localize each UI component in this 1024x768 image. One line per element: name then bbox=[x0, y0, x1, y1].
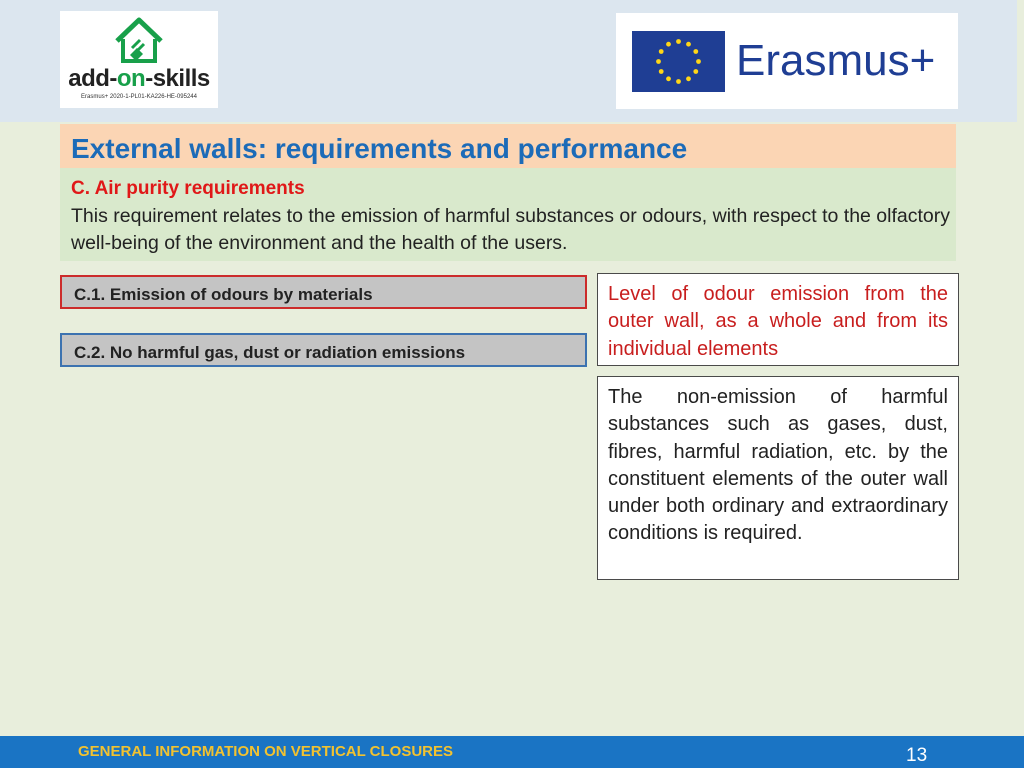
section-description: This requirement relates to the emission of harmful substances or odours, with respect to the olfactory well-being of the environment and the health of the users. bbox=[71, 205, 950, 254]
footer-band bbox=[0, 736, 1024, 768]
logo-name: add-on-skills bbox=[68, 65, 210, 92]
detail-box-c2: The non-emission of harmful substances such as gases, dust, fibres, harmful radiation, etc. by the constituent elements of the outer wall under both ordinary and extraordinary conditions is required. bbox=[597, 376, 959, 580]
intro-band bbox=[60, 168, 956, 261]
item-label-c1: C.1. Emission of odours by materials bbox=[74, 285, 373, 304]
item-label-c2: C.2. No harmful gas, dust or radiation emissions bbox=[74, 343, 466, 362]
item-button-c2[interactable] bbox=[60, 333, 587, 367]
header-band bbox=[0, 0, 1017, 122]
item-button-c1[interactable] bbox=[60, 275, 587, 309]
section-heading: C. Air purity requirements bbox=[71, 178, 305, 199]
slide-title: External walls: requirements and performance bbox=[71, 133, 688, 164]
eu-flag-icon bbox=[632, 31, 725, 92]
footer-section-title: GENERAL INFORMATION ON VERTICAL CLOSURES bbox=[78, 743, 454, 760]
add-on-skills-logo bbox=[60, 11, 218, 108]
logo-subtitle: Erasmus+ 2020-1-PL01-KA226-HE-095244 bbox=[81, 94, 197, 100]
erasmus-plus-wordmark: Erasmus+ bbox=[736, 36, 936, 85]
page-number: 13 bbox=[906, 745, 928, 766]
green-house-plug-icon bbox=[113, 15, 165, 65]
detail-box-c1: Level of odour emission from the outer wall, as a whole and from its individual elements bbox=[597, 273, 959, 366]
title-band bbox=[60, 124, 956, 168]
erasmus-plus-logo bbox=[616, 13, 958, 109]
